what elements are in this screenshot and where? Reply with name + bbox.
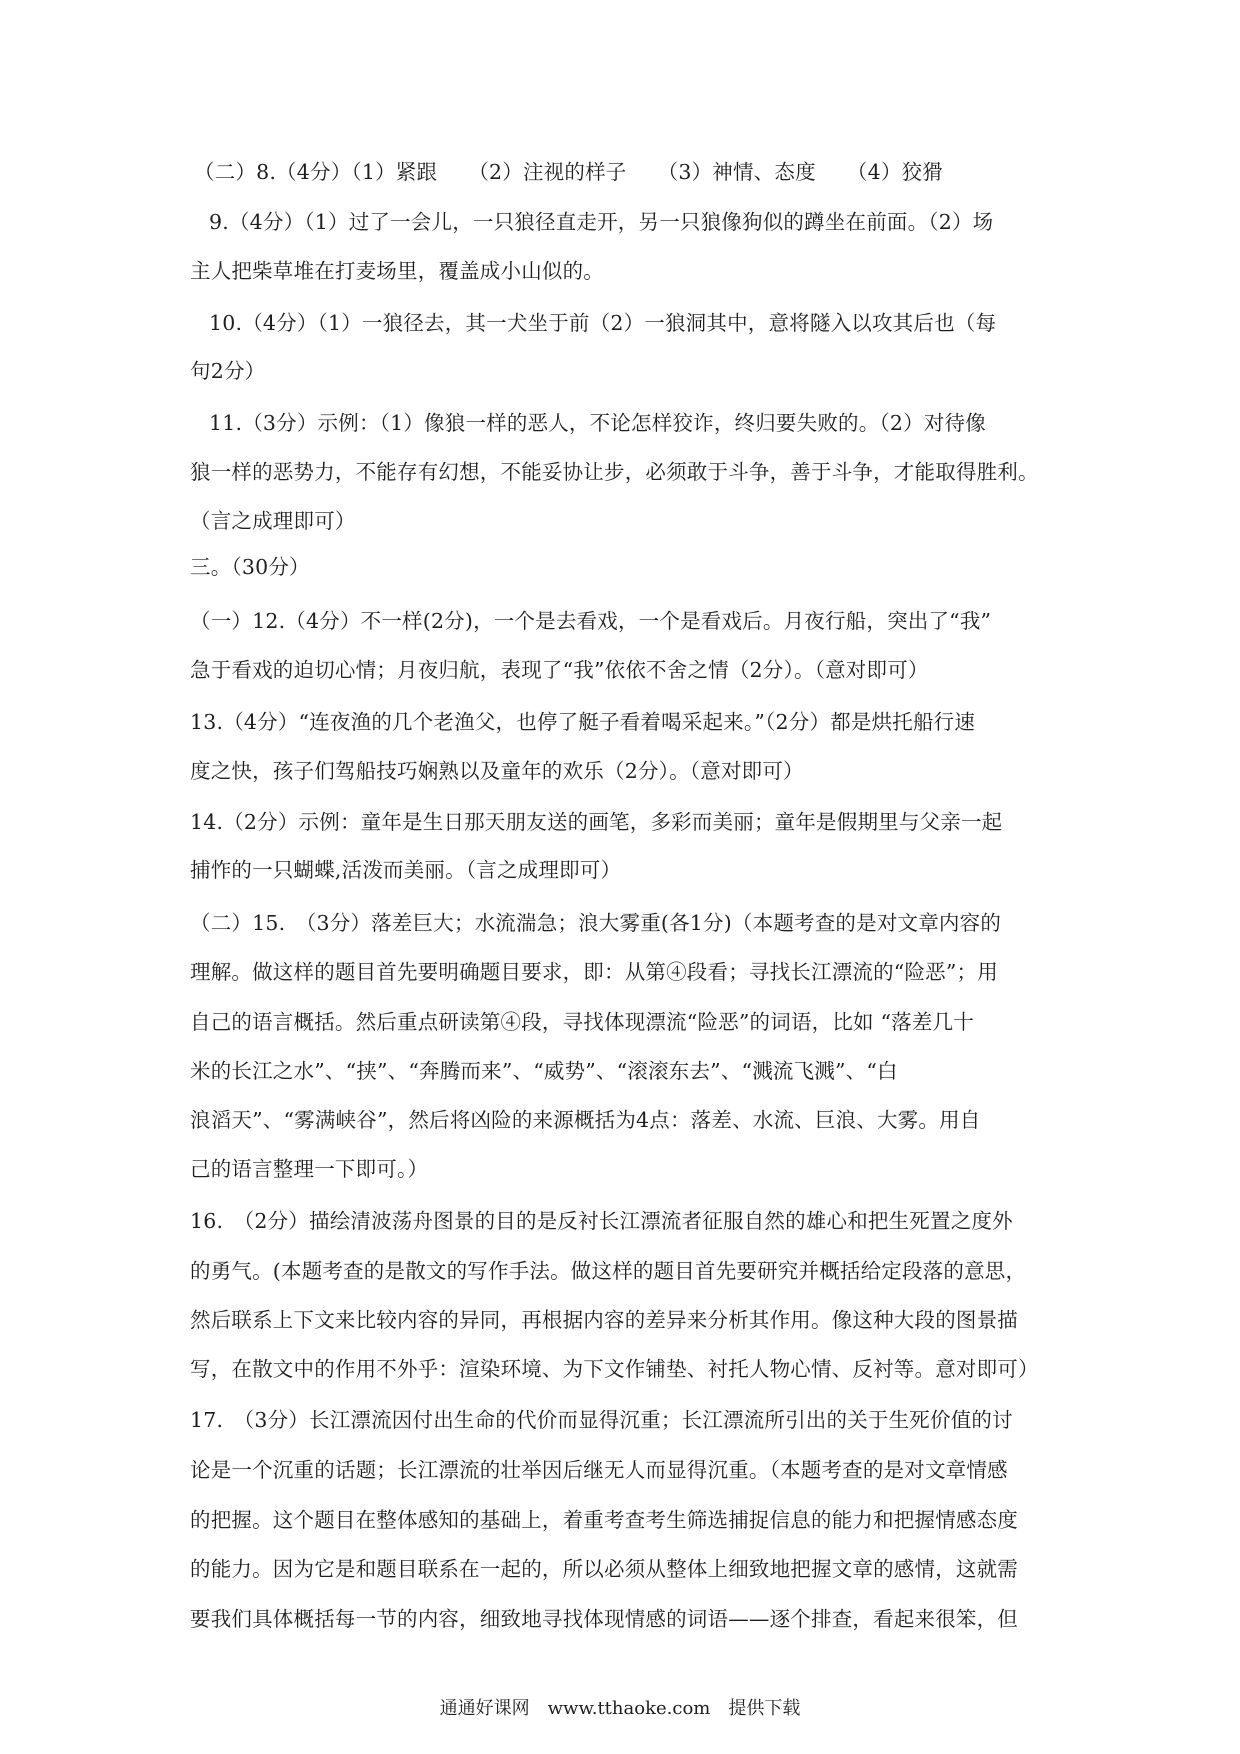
text-line: 急于看戏的迫切心情；月夜归航，表现了“我”依依不舍之情（2分）。（意对即可）: [190, 658, 929, 682]
text-line: 狼一样的恶势力，不能存有幻想，不能妥协让步，必须敢于斗争，善于斗争，才能取得胜利。: [190, 460, 1039, 484]
text-line: 14.（2分）示例：童年是生日那天朋友送的画笔，多彩而美丽；童年是假期里与父亲一起: [190, 810, 1003, 834]
text-line: 捕怍的一只蝴蝶,活泼而美丽。（言之成理即可）: [190, 858, 622, 882]
text-line: 句2分）: [190, 359, 266, 383]
text-line: 己的语言整理一下即可。）: [190, 1157, 429, 1181]
text-line: （二）15. （3分）落差巨大；水流湍急；浪大雾重(各1分)（本题考查的是对文章内容的: [190, 911, 1002, 935]
text-line: 写，在散文中的作用不外乎：渲染环境、为下文作铺垫、衬托人物心情、反衬等。意对即可）: [190, 1357, 1039, 1381]
text-line: （言之成理即可）: [190, 509, 356, 533]
text-line: 的把握。这个题目在整体感知的基础上，着重考查考生筛选捕捉信息的能力和把握情感态度: [190, 1508, 1018, 1532]
page-footer: 通通好课网 www.tthaoke.com 提供下载: [439, 1698, 801, 1719]
text-line: 米的长江之水”、“挟”、“奔腾而来”、“威势”、“滚滚东去”、“溅流飞溅”、“白: [190, 1059, 898, 1083]
text-line: （一）12.（4分）不一样(2分)，一个是去看戏，一个是看戏后。月夜行船，突出了“我”: [190, 609, 992, 633]
text-line: 10.（4分）（1）一狼径去，其一犬坐于前（2）一狼洞其中，意将隧入以攻其后也（每: [209, 311, 997, 335]
text-line: 三。（30分）: [190, 555, 310, 579]
text-line: 16. （2分）描绘清波荡舟图景的目的是反衬长江漂流者征服自然的雄心和把生死置之度外: [190, 1209, 1013, 1233]
text-line: 13.（4分）“连夜渔的几个老渔父，也停了艇子看着喝采起来。”（2分）都是烘托船行速: [190, 710, 976, 734]
text-line: 要我们具体概括每一节的内容，细致地寻找体现情感的词语——逐个排查，看起来很笨，但: [190, 1607, 1018, 1631]
text-line: 浪滔天”、“雾满峡谷”，然后将凶险的来源概括为4点：落差、水流、巨浪、大雾。用自: [190, 1108, 981, 1132]
text-line: 9.（4分）（1）过了一会儿，一只狼径直走开，另一只狼像狗似的蹲坐在前面。（2）场: [209, 210, 994, 234]
text-line: 主人把柴草堆在打麦场里，覆盖成小山似的。: [190, 259, 604, 283]
text-line: 17. （3分）长江漂流因付出生命的代价而显得沉重；长江漂流所引出的关于生死价值的讨: [190, 1408, 1013, 1432]
text-line: 自己的语言概括。然后重点研读第④段，寻找体现漂流“险恶”的词语，比如 “落差几十: [190, 1010, 974, 1034]
text-line: 然后联系上下文来比较内容的异同，再根据内容的差异来分析其作用。像这种大段的图景描: [190, 1308, 1018, 1332]
text-line: 论是一个沉重的话题；长江漂流的壮举因后继无人而显得沉重。（本题考查的是对文章情感: [190, 1458, 1008, 1482]
text-line: （二）8.（4分）（1）紧跟 （2）注视的样子 （3）神情、态度 （4）狡猾: [194, 160, 943, 184]
text-line: 的能力。因为它是和题目联系在一起的，所以必须从整体上细致地把握文章的感情，这就需: [190, 1557, 1018, 1581]
text-line: 的勇气。(本题考查的是散文的写作手法。做这样的题目首先要研究并概括给定段落的意思，: [190, 1259, 1027, 1283]
text-line: 理解。做这样的题目首先要明确题目要求，即：从第④段看；寻找长江漂流的“险恶”；用: [190, 960, 998, 984]
text-line: 11.（3分）示例：（1）像狼一样的恶人，不论怎样狡诈，终归要失败的。（2）对待像: [209, 411, 986, 435]
text-line: 度之快，孩子们驾船技巧娴熟以及童年的欢乐（2分）。（意对即可）: [190, 759, 804, 783]
